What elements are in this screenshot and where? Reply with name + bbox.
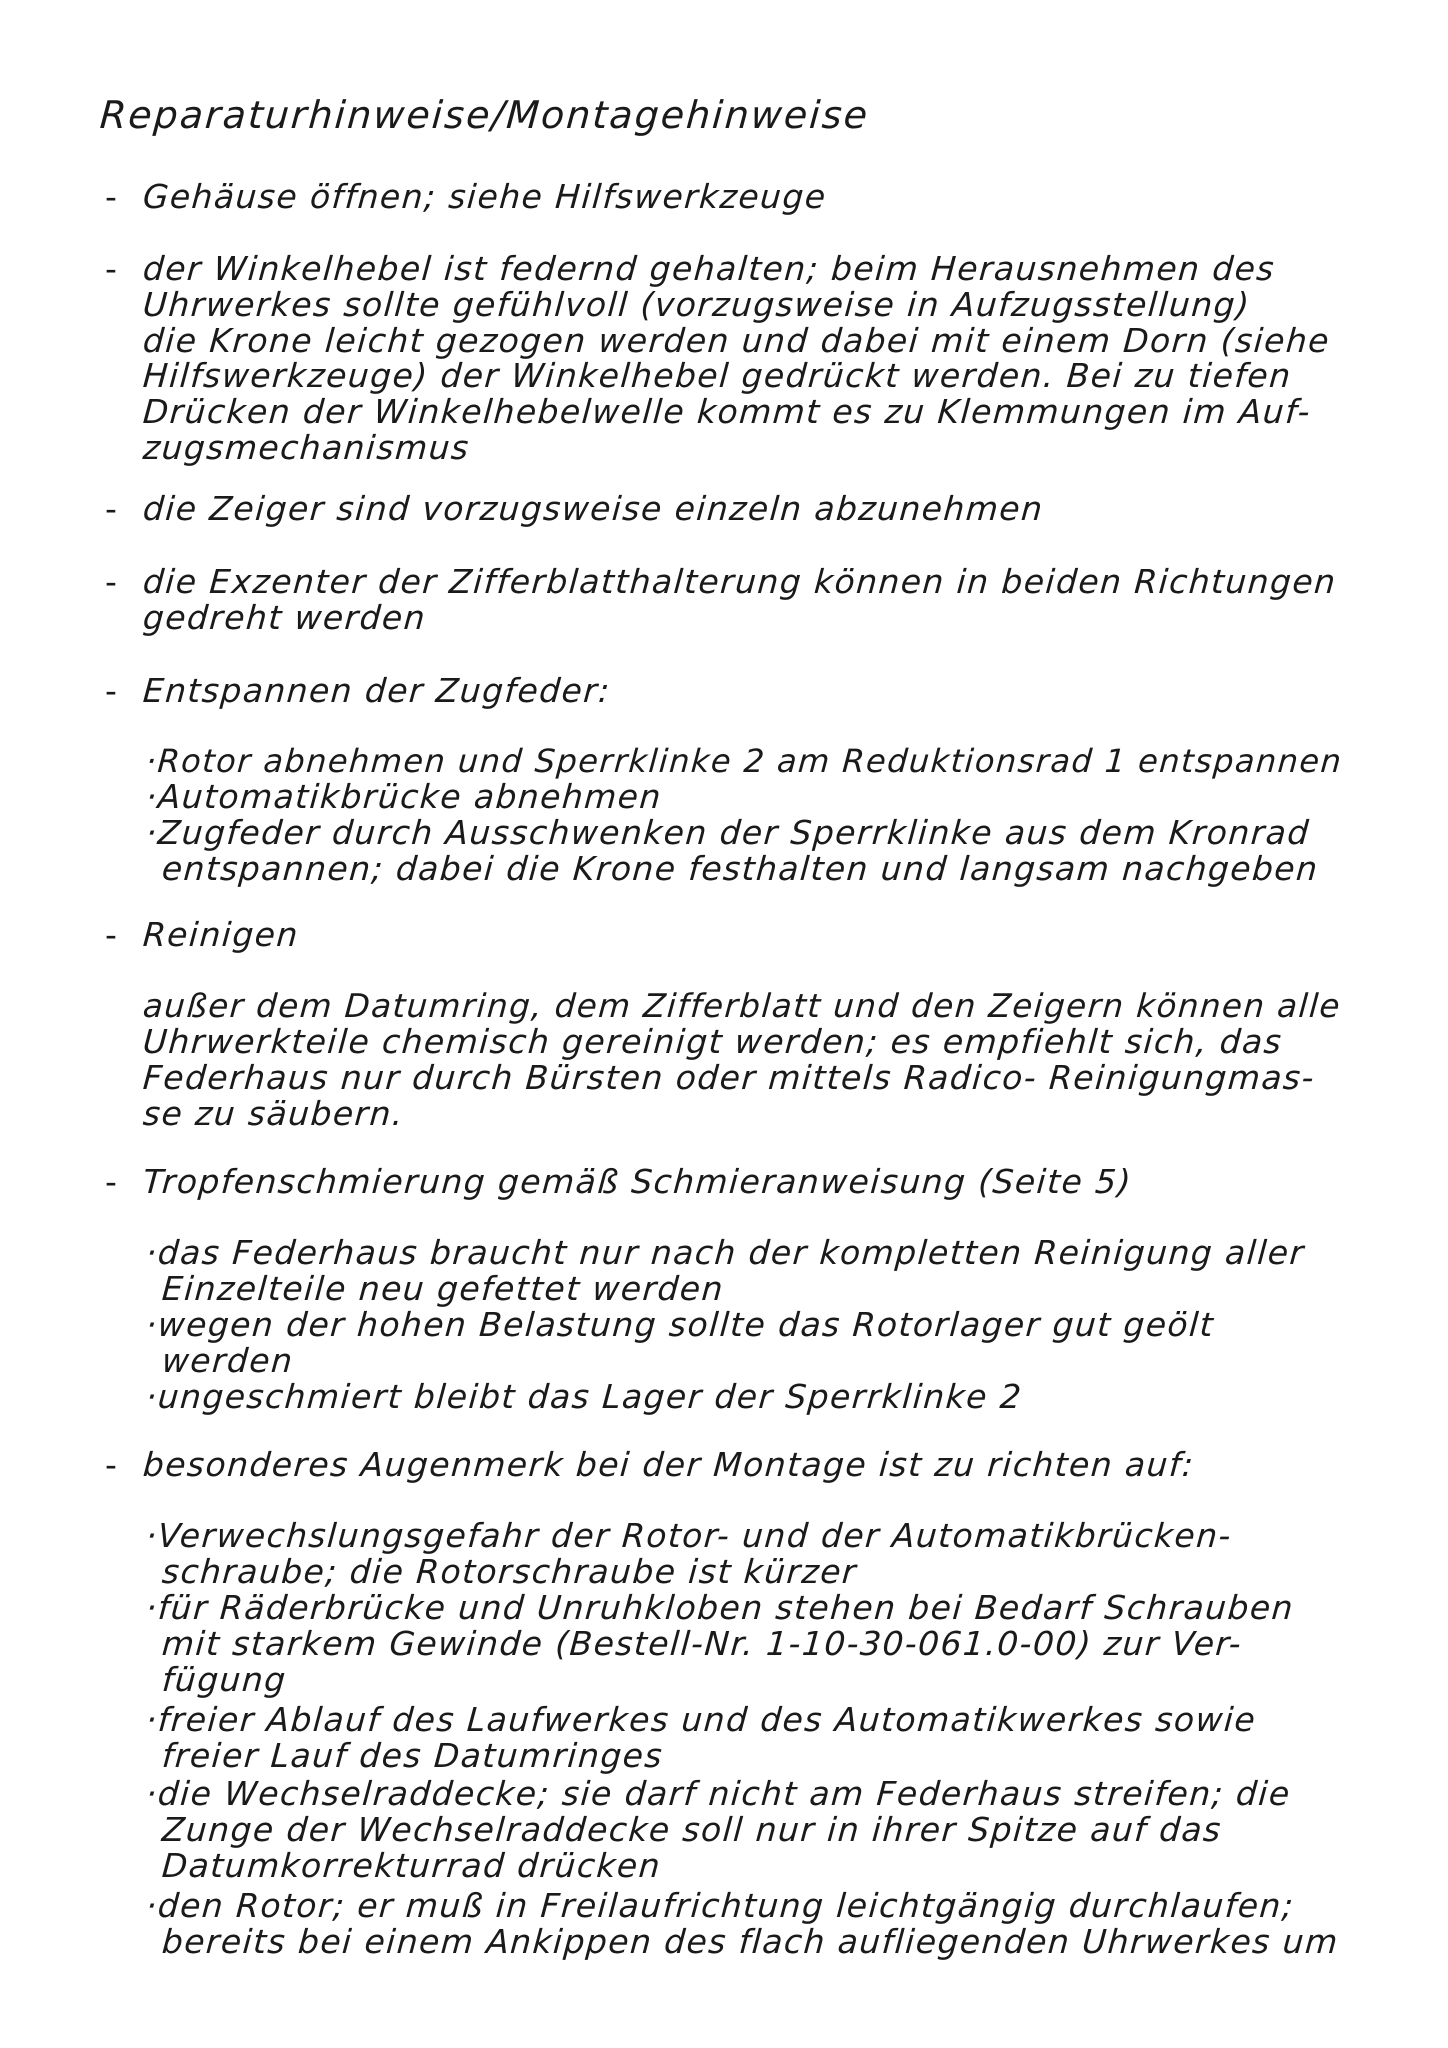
bullet-line: schraube; die Rotorschraube ist kürzer xyxy=(160,1552,859,1591)
bullet-line: bereits bei einem Ankippen des flach aufliegenden Uhrwerkes um xyxy=(160,1922,1341,1961)
text-line: Gehäuse öffnen; siehe Hilfswerkzeuge xyxy=(141,177,828,216)
bullet-line: fügung xyxy=(160,1660,289,1699)
list-dash: - xyxy=(105,249,117,288)
text-line: Hilfswerkzeuge) der Winkelhebel gedrückt werden. Bei zu tiefen xyxy=(141,356,1293,395)
bullet-line: werden xyxy=(160,1341,295,1380)
bullet-line: ·für Räderbrücke und Unruhkloben stehen bei Bedarf Schrauben xyxy=(144,1588,1296,1627)
text-line: die Krone leicht gezogen werden und dabei mit einem Dorn (siehe xyxy=(141,321,1332,360)
text-line: die Exzenter der Zifferblatthalterung können in beiden Richtungen xyxy=(141,562,1338,601)
bullet-line: Zunge der Wechselraddecke soll nur in ihrer Spitze auf das xyxy=(160,1810,1224,1849)
bullet-line: freier Lauf des Datumringes xyxy=(160,1736,665,1775)
bullet-line: ·Zugfeder durch Ausschwenken der Sperrklinke aus dem Kronrad xyxy=(144,813,1312,852)
text-line: die Zeiger sind vorzugsweise einzeln abzunehmen xyxy=(141,489,1045,528)
list-dash: - xyxy=(105,671,117,710)
bullet-line: ·Verwechslungsgefahr der Rotor- und der Automatikbrücken- xyxy=(144,1516,1234,1555)
text-line: der Winkelhebel ist federnd gehalten; beim Herausnehmen des xyxy=(141,249,1277,288)
list-dash: - xyxy=(105,177,117,216)
text-line: Uhrwerkes sollte gefühlvoll (vorzugsweise in Aufzugsstellung) xyxy=(141,285,1252,324)
text-line: Reinigen xyxy=(141,915,301,954)
text-line: außer dem Datumring, dem Zifferblatt und den Zeigern können alle xyxy=(141,987,1343,1025)
text-line: gedreht werden xyxy=(141,598,428,637)
text-line: Federhaus nur durch Bürsten oder mittels Radico- Reinigungmas- xyxy=(141,1058,1317,1097)
list-dash: - xyxy=(105,1162,117,1201)
list-dash: - xyxy=(105,1445,117,1484)
list-dash: - xyxy=(105,915,117,954)
bullet-line: ·wegen der hohen Belastung sollte das Rotorlager gut geölt xyxy=(144,1305,1216,1344)
bullet-line: Einzelteile neu gefettet werden xyxy=(160,1269,726,1308)
bullet-line: Datumkorrekturrad drücken xyxy=(160,1846,663,1885)
bullet-line: ·die Wechselraddecke; sie darf nicht am Federhaus streifen; die xyxy=(144,1774,1293,1813)
page-title: Reparaturhinweise/Montagehinweise xyxy=(98,93,871,137)
text-line: besonderes Augenmerk bei der Montage ist zu richten auf: xyxy=(141,1445,1196,1484)
text-line: se zu säubern. xyxy=(141,1094,406,1133)
bullet-line: entspannen; dabei die Krone festhalten und langsam nachgeben xyxy=(160,849,1320,888)
bullet-line: ·Rotor abnehmen und Sperrklinke 2 am Reduktionsrad 1 entspannen xyxy=(144,742,1344,780)
bullet-line: ·Automatikbrücke abnehmen xyxy=(144,777,664,816)
text-line: Uhrwerkteile chemisch gereinigt werden; es empfiehlt sich, das xyxy=(141,1022,1284,1061)
list-dash: - xyxy=(105,562,117,601)
bullet-line: ·freier Ablauf des Laufwerkes und des Automatikwerkes sowie xyxy=(144,1700,1258,1739)
text-line: zugsmechanismus xyxy=(141,428,472,467)
bullet-line: mit starkem Gewinde (Bestell-Nr. 1-10-30-061.0-00) zur Ver- xyxy=(160,1624,1244,1663)
text-line: Tropfenschmierung gemäß Schmieranweisung (Seite 5) xyxy=(141,1162,1134,1201)
text-line: Entspannen der Zugfeder: xyxy=(141,671,613,710)
bullet-line: ·ungeschmiert bleibt das Lager der Sperrklinke 2 xyxy=(144,1377,1024,1416)
bullet-line: ·den Rotor; er muß in Freilaufrichtung leichtgängig durchlaufen; xyxy=(144,1886,1296,1925)
list-dash: - xyxy=(105,489,117,528)
text-line: Drücken der Winkelhebelwelle kommt es zu Klemmungen im Auf- xyxy=(141,392,1313,431)
bullet-line: ·das Federhaus braucht nur nach der kompletten Reinigung aller xyxy=(144,1233,1306,1272)
